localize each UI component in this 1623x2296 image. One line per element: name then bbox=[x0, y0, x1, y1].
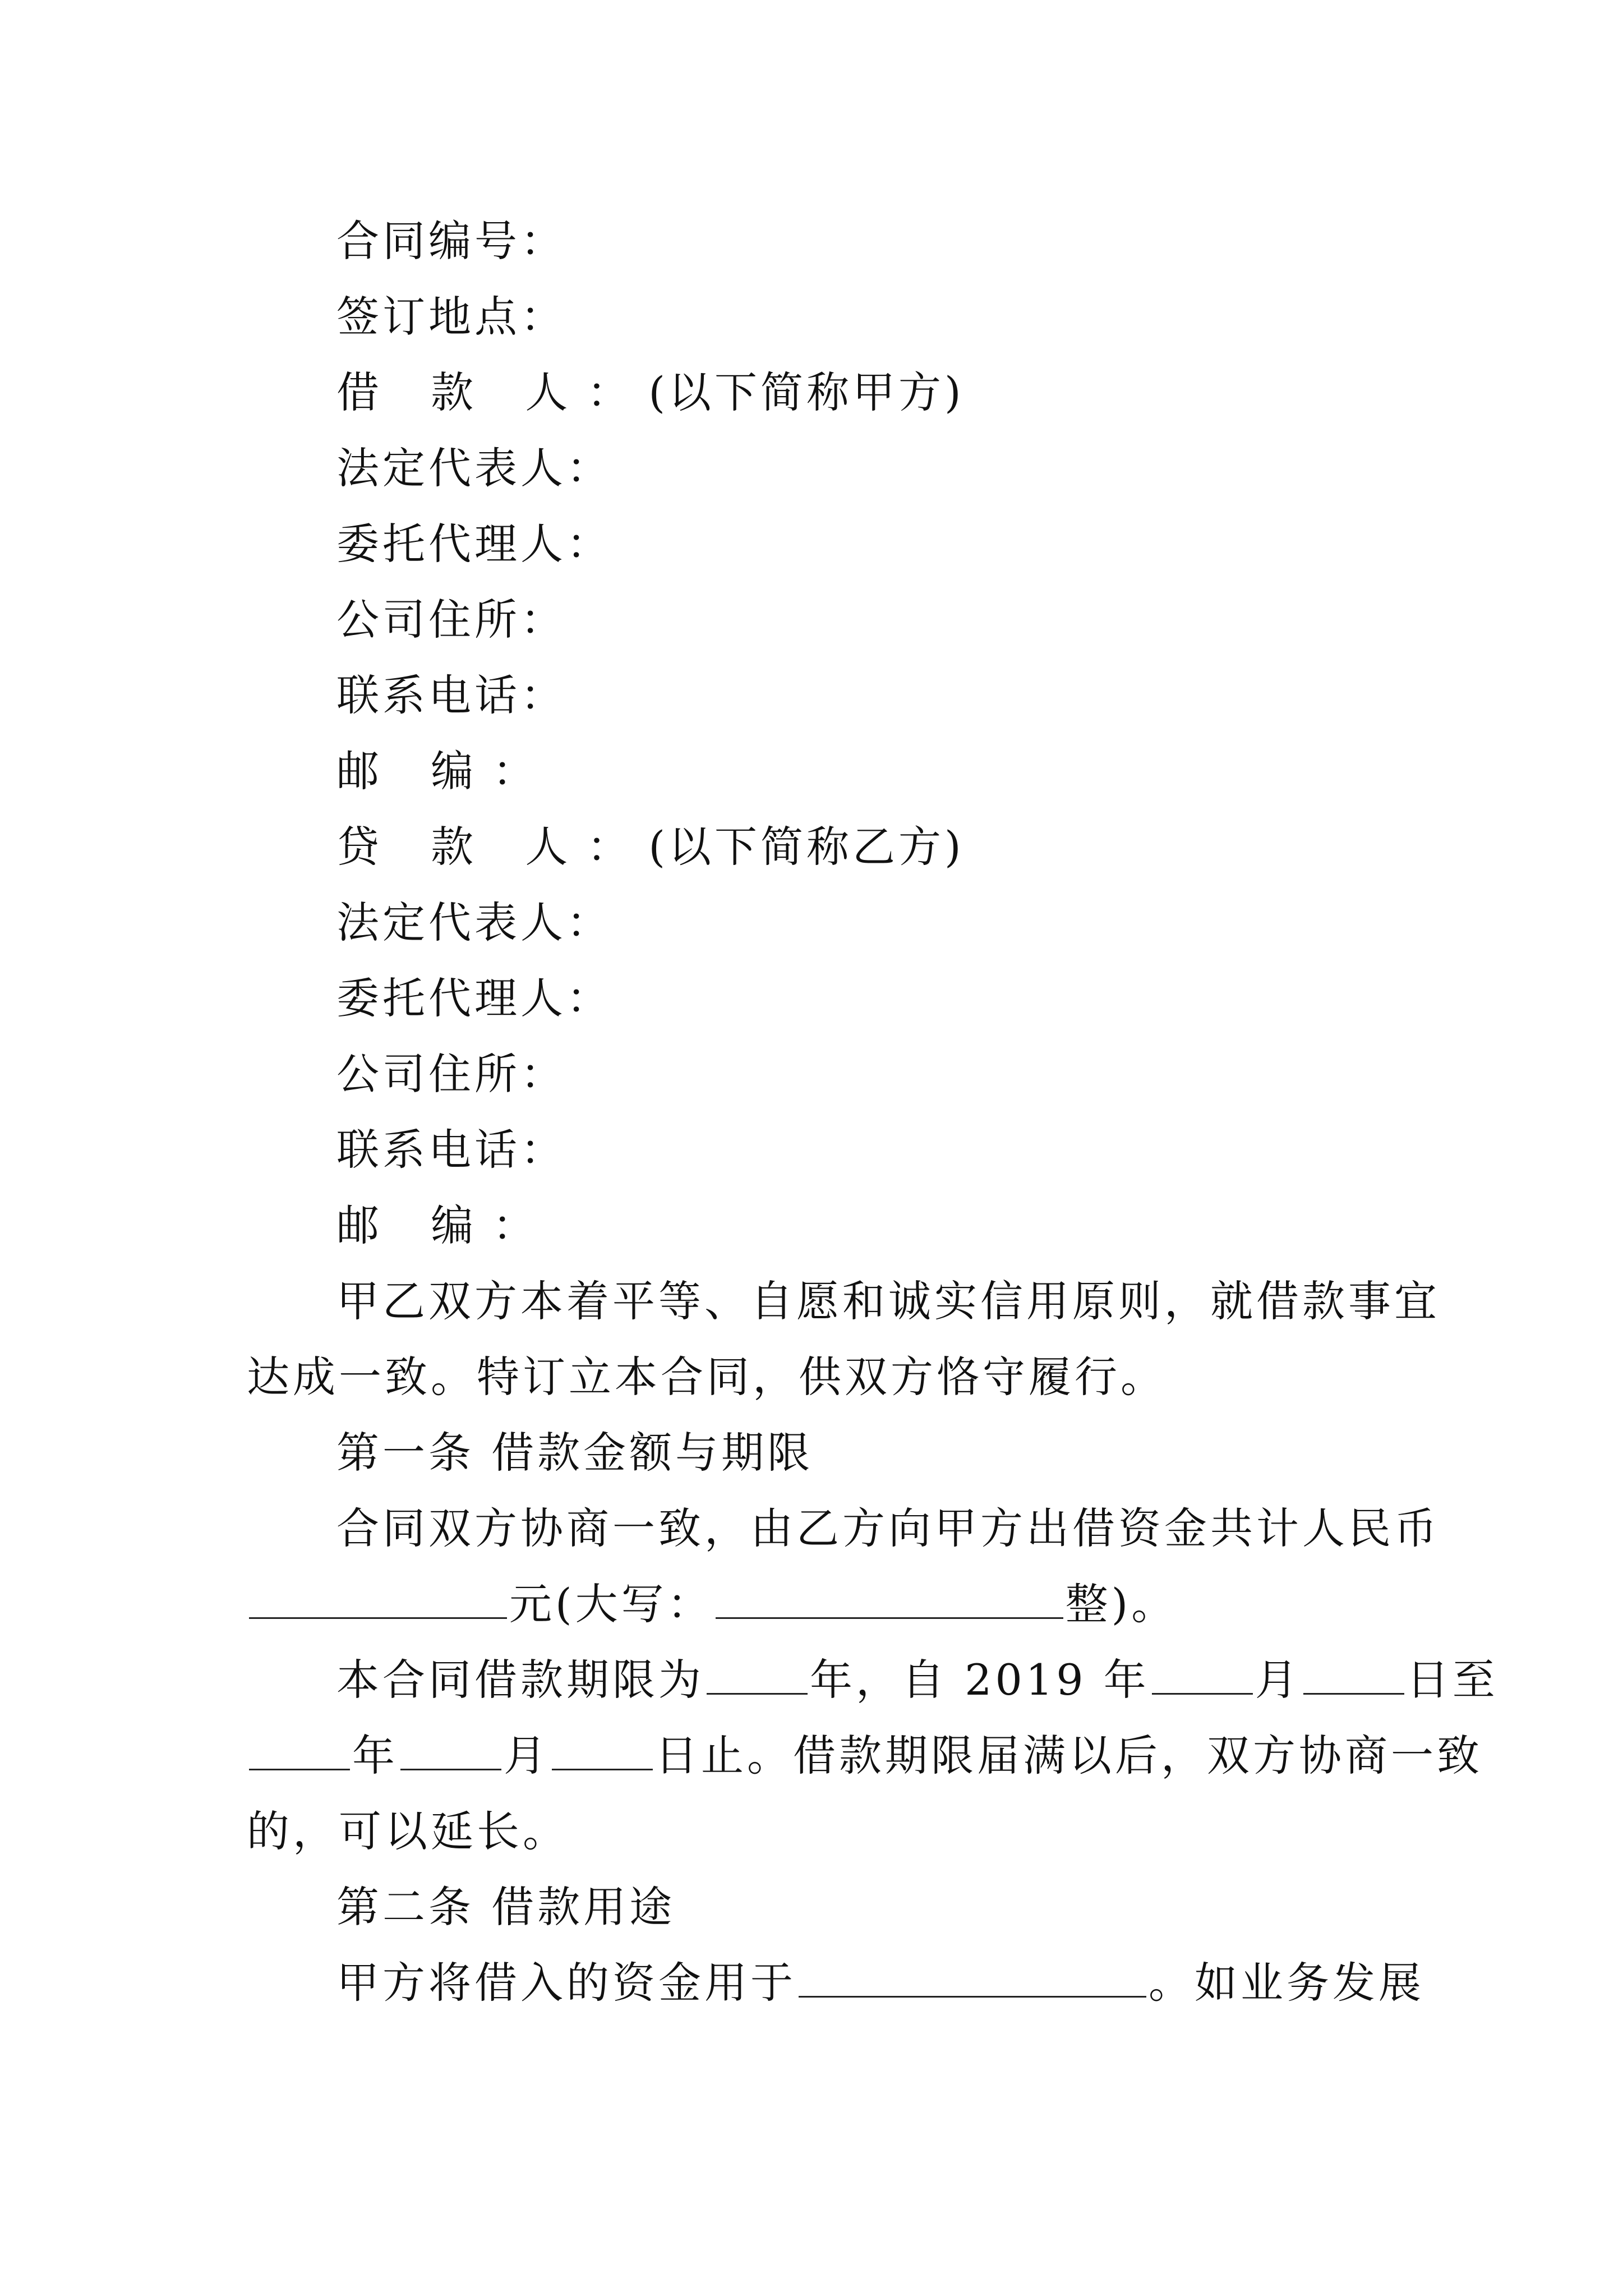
end-month-blank bbox=[400, 1729, 501, 1770]
borrower-address-label: 公司住所： bbox=[336, 595, 566, 645]
article-1-title: 第一条 借款金额与期限 bbox=[336, 1428, 814, 1478]
amount-uppercase-blank bbox=[716, 1578, 1063, 1619]
lender-zip-label: 邮 编： bbox=[336, 1200, 555, 1250]
purpose-label: 甲方将借入的资金用于 bbox=[336, 1958, 796, 2008]
sign-place-label: 签订地点： bbox=[336, 292, 566, 342]
preamble-line-1: 甲乙双方本着平等、自愿和诚实信用原则，就借款事宜 bbox=[336, 1276, 1440, 1326]
preamble-line-2: 达成一致。特订立本合同，供双方恪守履行。 bbox=[247, 1352, 1166, 1402]
borrower-label: 借 款 人： bbox=[336, 367, 649, 417]
borrower-phone-label: 联系电话： bbox=[336, 670, 566, 720]
term-start-year-label: 年，自 2019 年 bbox=[810, 1655, 1150, 1705]
borrower-zip-label: 邮 编： bbox=[336, 746, 555, 796]
lender-label: 贷 款 人： bbox=[336, 822, 649, 872]
article-1-para-2-line-1 bbox=[336, 1652, 1498, 1708]
month-label-2: 月 bbox=[504, 1731, 550, 1780]
lender-alias: (以下简称乙方) bbox=[648, 822, 965, 872]
start-month-blank bbox=[1152, 1654, 1253, 1695]
lender-line bbox=[336, 819, 965, 875]
borrower-legal-rep-label: 法定代表人： bbox=[336, 443, 612, 493]
term-label: 本合同借款期限为 bbox=[336, 1655, 704, 1705]
end-clause: 日止。借款期限届满以后，双方协商一致 bbox=[655, 1731, 1483, 1780]
borrower-line bbox=[336, 365, 965, 421]
term-years-blank bbox=[707, 1654, 808, 1695]
purpose-blank bbox=[799, 1957, 1146, 1998]
amount-blank bbox=[249, 1578, 507, 1619]
article-1-para-2-line-2 bbox=[247, 1728, 1483, 1784]
lender-address-label: 公司住所： bbox=[336, 1049, 566, 1099]
article-1-para-1-line-2 bbox=[247, 1576, 1177, 1632]
day-to-label: 日至 bbox=[1406, 1655, 1498, 1705]
article-1-para-1-line-1: 合同双方协商一致，由乙方向甲方出借资金共计人民币 bbox=[336, 1503, 1440, 1553]
lender-phone-label: 联系电话： bbox=[336, 1125, 566, 1175]
lender-legal-rep-label: 法定代表人： bbox=[336, 898, 612, 947]
article-2-title: 第二条 借款用途 bbox=[336, 1882, 676, 1932]
article-1-para-2-line-3: 的，可以延长。 bbox=[247, 1806, 569, 1856]
yuan-label: 元(大写： bbox=[509, 1579, 713, 1629]
contract-number-label: 合同编号： bbox=[336, 216, 566, 266]
month-label: 月 bbox=[1255, 1655, 1301, 1705]
end-year-blank bbox=[249, 1729, 350, 1770]
lender-agent-label: 委托代理人： bbox=[336, 973, 612, 1023]
purpose-continuation: 。如业务发展 bbox=[1149, 1958, 1424, 2008]
end-day-blank bbox=[552, 1729, 653, 1770]
article-2-para-1-line-1 bbox=[336, 1955, 1424, 2011]
borrower-alias: (以下简称甲方) bbox=[648, 367, 965, 417]
year-label: 年 bbox=[352, 1731, 398, 1780]
start-day-blank bbox=[1303, 1654, 1404, 1695]
borrower-agent-label: 委托代理人： bbox=[336, 519, 612, 569]
amount-end-label: 整)。 bbox=[1065, 1579, 1178, 1629]
